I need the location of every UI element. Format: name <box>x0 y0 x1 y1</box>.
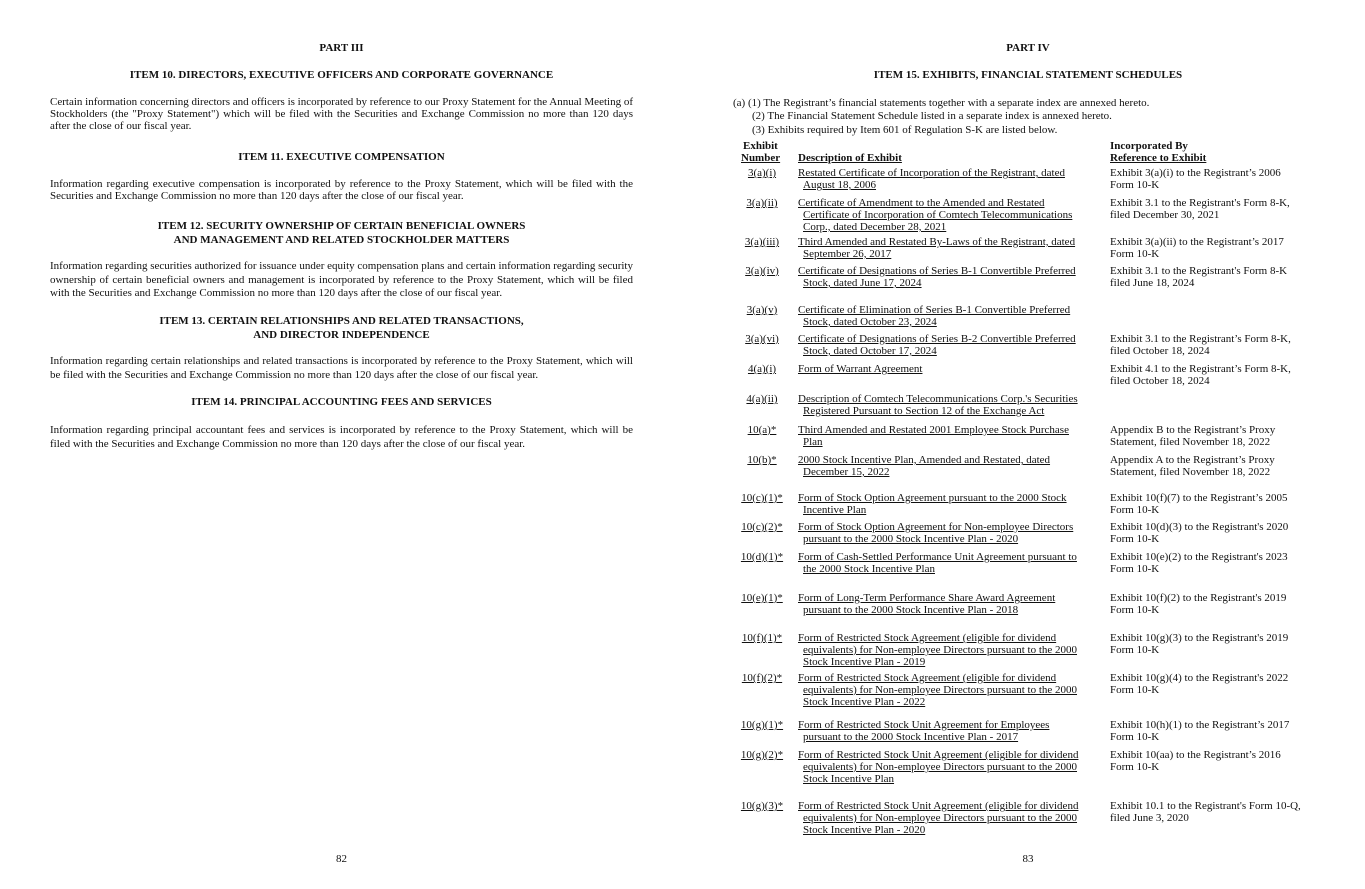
exhibit-description-line[interactable]: Registered Pursuant to Section 12 of the Exchange Act <box>803 405 1045 417</box>
exhibit-reference-line: filed October 18, 2024 <box>1110 345 1210 357</box>
item-10-heading: ITEM 10. DIRECTORS, EXECUTIVE OFFICERS AND CORPORATE GOVERNANCE <box>129 69 554 81</box>
exhibit-number[interactable]: 10(g)(3)* <box>740 800 784 812</box>
exhibit-description-line[interactable]: pursuant to the 2000 Stock Incentive Plan - 2017 <box>803 731 1019 743</box>
exhibit-reference-line: Form 10-K <box>1110 563 1160 575</box>
exhibit-number[interactable]: 3(a)(i) <box>747 167 777 179</box>
exhibit-number[interactable]: 3(a)(v) <box>746 304 778 316</box>
exhibit-description-line[interactable]: Form of Restricted Stock Unit Agreement (eligible for dividend <box>798 800 1079 812</box>
exhibit-description-line[interactable]: Stock, dated October 23, 2024 <box>803 316 937 328</box>
exhibit-description-line[interactable]: Form of Restricted Stock Agreement (eligible for dividend <box>798 632 1057 644</box>
exhibit-description[interactable] <box>798 265 1098 289</box>
exhibit-description-line[interactable]: Certificate of Designations of Series B-2 Convertible Preferred <box>798 333 1076 345</box>
exhibit-reference <box>1110 521 1323 545</box>
exhibit-reference-line: Statement, filed November 18, 2022 <box>1110 436 1271 448</box>
exhibit-description[interactable] <box>798 592 1098 616</box>
page-number: 83 <box>1022 853 1034 865</box>
exhibit-description-line[interactable]: Form of Restricted Stock Agreement (eligible for dividend <box>798 672 1057 684</box>
exhibit-reference-line: Form 10-K <box>1110 731 1160 743</box>
exhibit-reference <box>1110 672 1323 696</box>
exhibit-reference-line: Exhibit 10(g)(4) to the Registrant's 2022 <box>1110 672 1289 684</box>
exhibit-description-line[interactable]: Form of Restricted Stock Unit Agreement for Employees <box>798 719 1050 731</box>
item-12-paragraph: Information regarding securities authorized for issuance under equity compensation plans and certain information regarding security ownership of certain beneficial owners and management is incorporated by reference to the Proxy Statement, which will be filed with the Securities and Exchange Commission no more than 120 days after the close of our fiscal year. <box>50 260 633 299</box>
exhibit-description-line[interactable]: Certificate of Designations of Series B-1 Convertible Preferred <box>798 265 1076 277</box>
exhibit-description-line[interactable]: equivalents) for Non-employee Directors pursuant to the 2000 <box>803 684 1078 696</box>
exhibit-reference <box>1110 800 1323 824</box>
exhibit-description-line[interactable]: Description of Comtech Telecommunications Corp.'s Securities <box>798 393 1078 405</box>
exhibit-reference-line: Appendix B to the Registrant’s Proxy <box>1110 424 1276 436</box>
exhibit-reference-line: filed June 3, 2020 <box>1110 812 1189 824</box>
exhibit-reference <box>1110 492 1323 516</box>
item-14-paragraph: Information regarding principal accountant fees and services is incorporated by reference to the Proxy Statement, which will be filed with the Securities and Exchange Commission no more than 120 days after the close of our fiscal year. <box>50 424 633 450</box>
header-exhibit-number: Number <box>741 152 781 164</box>
exhibit-description-line[interactable]: Stock Incentive Plan - 2022 <box>803 696 926 708</box>
exhibit-description-line[interactable]: Certificate of Elimination of Series B-1 Convertible Preferred <box>798 304 1071 316</box>
exhibit-description-line[interactable]: Stock Incentive Plan - 2019 <box>803 656 926 668</box>
exhibit-description-line[interactable]: August 18, 2006 <box>803 179 877 191</box>
exhibit-description[interactable] <box>798 197 1098 233</box>
exhibit-description[interactable] <box>798 551 1098 575</box>
exhibit-reference-line: Form 10-K <box>1110 644 1160 656</box>
exhibit-description[interactable] <box>798 454 1098 478</box>
exhibit-number[interactable]: 10(f)(1)* <box>741 632 783 644</box>
exhibit-description-line[interactable]: Form of Stock Option Agreement pursuant to the 2000 Stock <box>798 492 1067 504</box>
exhibit-number[interactable]: 10(e)(1)* <box>741 592 783 604</box>
exhibit-description-line[interactable]: pursuant to the 2000 Stock Incentive Plan - 2018 <box>803 604 1019 616</box>
right-page <box>733 0 1323 889</box>
exhibit-description-line[interactable]: Third Amended and Restated By-Laws of the Registrant, dated <box>798 236 1076 248</box>
exhibit-description-line[interactable]: equivalents) for Non-employee Directors pursuant to the 2000 <box>803 761 1078 773</box>
exhibit-number[interactable]: 10(c)(1)* <box>741 492 783 504</box>
exhibit-description[interactable] <box>798 672 1098 708</box>
exhibit-reference-line: Form 10-K <box>1110 604 1160 616</box>
exhibit-reference-line: Exhibit 3.1 to the Registrant's Form 8-K, <box>1110 197 1290 209</box>
exhibit-reference <box>1110 167 1323 191</box>
exhibit-reference-line: Form 10-K <box>1110 761 1160 773</box>
exhibit-description-line[interactable]: December 15, 2022 <box>803 466 890 478</box>
exhibit-reference <box>1110 363 1323 387</box>
exhibit-description-line[interactable]: Form of Long-Term Performance Share Award Agreement <box>798 592 1056 604</box>
exhibit-reference <box>1110 592 1323 616</box>
header-incorporated-line1: Incorporated By <box>1110 140 1188 152</box>
header-exhibit-line1: Exhibit <box>743 140 778 152</box>
exhibit-reference-line: Exhibit 4.1 to the Registrant’s Form 8-K, <box>1110 363 1291 375</box>
exhibit-reference-line: Form 10-K <box>1110 179 1160 191</box>
exhibit-reference-line: Exhibit 10.1 to the Registrant's Form 10-Q, <box>1110 800 1301 812</box>
intro-line-2: (2) The Financial Statement Schedule listed in a separate index is annexed hereto. <box>752 110 1112 122</box>
exhibit-description-line[interactable]: pursuant to the 2000 Stock Incentive Plan - 2020 <box>803 533 1019 545</box>
exhibit-reference <box>1110 333 1323 357</box>
item-13-heading: ITEM 13. CERTAIN RELATIONSHIPS AND RELATED TRANSACTIONS, AND DIRECTOR INDEPENDENCE <box>159 315 524 341</box>
exhibit-reference-line: filed December 30, 2021 <box>1110 209 1220 221</box>
part-iv-title: PART IV <box>1006 42 1050 54</box>
exhibit-reference-line: Exhibit 10(f)(7) to the Registrant’s 2005 <box>1110 492 1288 504</box>
exhibit-description-line[interactable]: equivalents) for Non-employee Directors pursuant to the 2000 <box>803 812 1078 824</box>
exhibit-description-line[interactable]: Form of Warrant Agreement <box>798 363 923 375</box>
exhibit-reference-line: Appendix A to the Registrant’s Proxy <box>1110 454 1275 466</box>
exhibit-description[interactable] <box>798 521 1098 545</box>
exhibit-number[interactable]: 10(a)* <box>747 424 777 436</box>
exhibit-description[interactable] <box>798 236 1098 260</box>
exhibit-description-line[interactable]: Form of Cash-Settled Performance Unit Agreement pursuant to <box>798 551 1077 563</box>
left-page <box>50 0 633 889</box>
exhibit-description-line[interactable]: Third Amended and Restated 2001 Employee Stock Purchase <box>798 424 1069 436</box>
intro-line-3: (3) Exhibits required by Item 601 of Regulation S-K are listed below. <box>752 124 1058 136</box>
exhibit-reference <box>1110 632 1323 656</box>
header-description: Description of Exhibit <box>798 152 902 164</box>
exhibit-reference-line: Exhibit 10(aa) to the Registrant’s 2016 <box>1110 749 1281 761</box>
exhibit-description[interactable] <box>798 632 1098 668</box>
exhibit-reference <box>1110 749 1323 773</box>
exhibit-number[interactable]: 10(g)(2)* <box>740 749 784 761</box>
exhibit-number[interactable]: 10(c)(2)* <box>741 521 783 533</box>
exhibit-description-line[interactable]: Form of Restricted Stock Unit Agreement (eligible for dividend <box>798 749 1079 761</box>
exhibit-reference-line: Form 10-K <box>1110 533 1160 545</box>
item-11-heading: ITEM 11. EXECUTIVE COMPENSATION <box>238 151 445 163</box>
exhibit-number[interactable]: 4(a)(i) <box>747 363 777 375</box>
exhibit-description-line[interactable]: Stock Incentive Plan - 2020 <box>803 824 926 836</box>
exhibit-description-line[interactable]: Plan <box>803 436 823 448</box>
exhibit-reference-line: Statement, filed November 18, 2022 <box>1110 466 1271 478</box>
exhibit-reference-line: Exhibit 10(d)(3) to the Registrant's 2020 <box>1110 521 1289 533</box>
exhibit-number[interactable]: 3(a)(iii) <box>744 236 780 248</box>
exhibit-description[interactable] <box>798 393 1098 417</box>
exhibit-reference-line: Exhibit 3(a)(ii) to the Registrant’s 2017 <box>1110 236 1284 248</box>
exhibit-description[interactable] <box>798 333 1098 357</box>
exhibit-reference <box>1110 719 1323 743</box>
exhibit-number[interactable]: 10(b)* <box>747 454 777 466</box>
exhibit-description-line[interactable]: 2000 Stock Incentive Plan, Amended and Restated, dated <box>798 454 1051 466</box>
exhibit-number[interactable]: 10(d)(1)* <box>740 551 784 563</box>
exhibit-reference-line: Form 10-K <box>1110 684 1160 696</box>
exhibit-description[interactable] <box>798 424 1098 448</box>
item-10-paragraph: Certain information concerning directors and officers is incorporated by reference to our Proxy Statement for the Annual Meeting of Stockholders (the "Proxy Statement") which will be filed with the Securities and Exchange Commission no more than 120 days after the close of our fiscal year. <box>50 96 633 132</box>
exhibit-number[interactable]: 3(a)(iv) <box>745 265 779 277</box>
header-reference: Reference to Exhibit <box>1110 152 1207 164</box>
exhibit-description-line[interactable]: September 26, 2017 <box>803 248 892 260</box>
exhibit-description[interactable] <box>798 167 1098 191</box>
exhibit-reference-line: Exhibit 3.1 to the Registrant's Form 8-K <box>1110 265 1288 277</box>
exhibit-number[interactable]: 10(f)(2)* <box>741 672 783 684</box>
exhibit-description[interactable] <box>798 749 1098 785</box>
item-11-paragraph: Information regarding executive compensation is incorporated by reference to the Proxy Statement, which will be filed with the Securities and Exchange Commission no more than 120 days after the close of our fiscal year. <box>50 178 633 202</box>
exhibit-description-line[interactable]: Corp., dated December 28, 2021 <box>803 221 947 233</box>
exhibit-description[interactable] <box>798 304 1098 328</box>
exhibit-description-line[interactable]: Incentive Plan <box>803 504 867 516</box>
intro-line-1: (a) (1) The Registrant’s financial statements together with a separate index are annexed hereto. <box>733 97 1150 109</box>
exhibit-reference-line: Exhibit 10(h)(1) to the Registrant’s 2017 <box>1110 719 1290 731</box>
exhibit-description[interactable] <box>798 800 1098 836</box>
item-14-heading: ITEM 14. PRINCIPAL ACCOUNTING FEES AND SERVICES <box>191 396 492 408</box>
exhibit-description-line[interactable]: Certificate of Amendment to the Amended and Restated <box>798 197 1045 209</box>
exhibit-reference-line: Form 10-K <box>1110 248 1160 260</box>
exhibit-description-line[interactable]: equivalents) for Non-employee Directors pursuant to the 2000 <box>803 644 1078 656</box>
exhibit-description[interactable] <box>798 719 1098 743</box>
exhibit-reference <box>1110 197 1323 221</box>
exhibit-reference <box>1110 236 1323 260</box>
exhibit-reference <box>1110 265 1323 289</box>
exhibit-reference <box>1110 551 1323 575</box>
item-12-heading: ITEM 12. SECURITY OWNERSHIP OF CERTAIN BENEFICIAL OWNERS AND MANAGEMENT AND RELATED STOCKHOLDER MATTERS <box>157 220 526 246</box>
exhibit-reference-line: Exhibit 10(g)(3) to the Registrant's 2019 <box>1110 632 1289 644</box>
exhibit-reference-line: Exhibit 3.1 to the Registrant’s Form 8-K, <box>1110 333 1291 345</box>
exhibit-reference-line: filed October 18, 2024 <box>1110 375 1210 387</box>
exhibit-description[interactable] <box>798 492 1098 516</box>
exhibit-description-line[interactable]: Stock Incentive Plan <box>803 773 895 785</box>
exhibit-reference <box>1110 454 1323 478</box>
exhibit-reference-line: Exhibit 10(e)(2) to the Registrant's 2023 <box>1110 551 1288 563</box>
part-iii-title: PART III <box>319 42 364 54</box>
exhibit-number[interactable]: 4(a)(ii) <box>746 393 778 405</box>
exhibit-reference-line: filed June 18, 2024 <box>1110 277 1195 289</box>
exhibit-description[interactable] <box>798 363 1098 375</box>
page-number: 82 <box>336 853 347 865</box>
exhibit-description-line[interactable]: Stock, dated October 17, 2024 <box>803 345 937 357</box>
exhibit-number[interactable]: 10(g)(1)* <box>740 719 784 731</box>
item-15-heading: ITEM 15. EXHIBITS, FINANCIAL STATEMENT SCHEDULES <box>873 69 1183 81</box>
exhibit-reference-line: Exhibit 10(f)(2) to the Registrant's 2019 <box>1110 592 1287 604</box>
exhibit-description-line[interactable]: Stock, dated June 17, 2024 <box>803 277 922 289</box>
exhibit-description-line[interactable]: Form of Stock Option Agreement for Non-employee Directors <box>798 521 1074 533</box>
exhibit-number[interactable]: 3(a)(vi) <box>745 333 779 345</box>
exhibit-reference <box>1110 424 1323 448</box>
exhibit-description-line[interactable]: Certificate of Incorporation of Comtech Telecommunications <box>803 209 1073 221</box>
exhibit-reference-line: Exhibit 3(a)(i) to the Registrant’s 2006 <box>1110 167 1281 179</box>
item-13-paragraph: Information regarding certain relationships and related transactions is incorporated by reference to the Proxy Statement, which will be filed with the Securities and Exchange Commission no more than 120 days after the close of our fiscal year. <box>50 355 633 381</box>
exhibit-number[interactable]: 3(a)(ii) <box>746 197 778 209</box>
exhibit-reference-line: Form 10-K <box>1110 504 1160 516</box>
exhibit-description-line[interactable]: the 2000 Stock Incentive Plan <box>803 563 935 575</box>
exhibit-description-line[interactable]: Restated Certificate of Incorporation of the Registrant, dated <box>798 167 1065 179</box>
